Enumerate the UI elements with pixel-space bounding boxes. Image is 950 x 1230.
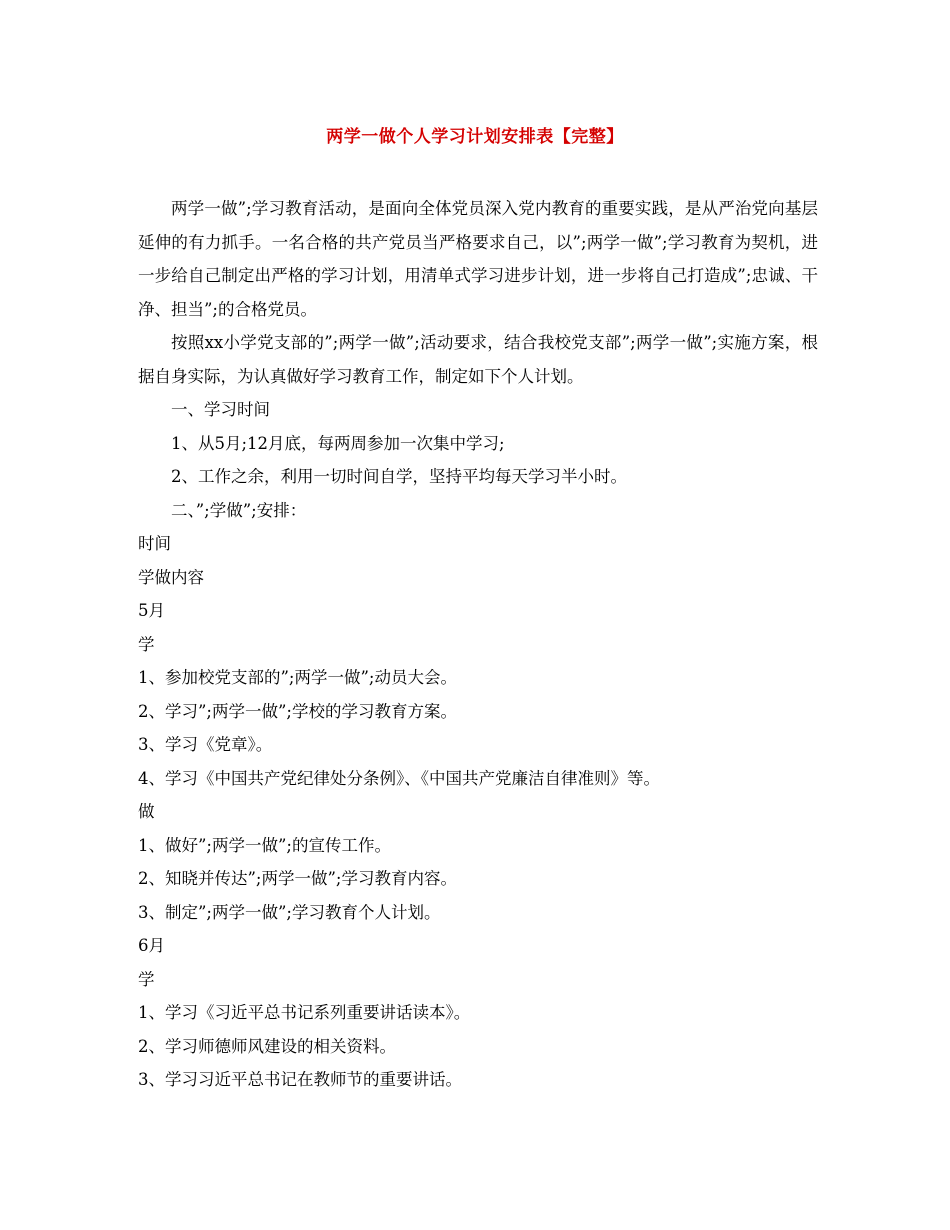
list-item: 1、做好”;两学一做”;的宣传工作。	[138, 835, 391, 855]
list-item: 2、知晓并传达”;两学一做”;学习教育内容。	[138, 869, 457, 888]
list-item: 1、参加校党支部的”;两学一做”;动员大会。	[138, 668, 457, 687]
section-heading-study-time: 一、学习时间	[171, 400, 270, 419]
document-body	[138, 192, 818, 1097]
category-label: 学	[138, 634, 155, 654]
basis-paragraph: 按照xx小学党支部的”;两学一做”;活动要求，结合我校党支部”;两学一做”;实施方案，根据自身实际，为认真做好学习教育工作，制定如下个人计划。	[138, 333, 818, 386]
month-label: 6月	[138, 936, 165, 955]
study-time-item: 2、工作之余，利用一切时间自学，坚持平均每天学习半小时。	[171, 467, 627, 486]
list-item: 3、制定”;两学一做”;学习教育个人计划。	[138, 902, 441, 922]
list-item: 2、学习”;两学一做”;学校的学习教育方案。	[138, 701, 457, 721]
list-item: 2、学习师德师风建设的相关资料。	[138, 1036, 396, 1056]
category-label: 做	[138, 802, 155, 821]
category-label: 学	[138, 969, 155, 989]
list-item: 3、学习习近平总书记在教师节的重要讲话。	[138, 1070, 462, 1089]
table-header-time: 时间	[138, 534, 171, 553]
section-heading-arrangement: 二、”;学做”;安排：	[171, 500, 307, 520]
intro-paragraph: 两学一做”;学习教育活动，是面向全体党员深入党内教育的重要实践，是从严治党向基层延伸的有力抓手。一名合格的共产党员当严格要求自己，以”;两学一做”;学习教育为契机，进一步给自己制定出严格的学习计划，用清单式学习进步计划，进一步将自己打造成”;忠诚、干净、担当”;的合格党员。	[138, 199, 818, 319]
list-item: 3、学习《党章》。	[138, 735, 273, 754]
list-item: 1、学习《习近平总书记系列重要讲话读本》。	[138, 1003, 471, 1022]
table-header-content: 学做内容	[138, 567, 204, 587]
document-title: 两学一做个人学习计划安排表【完整】	[326, 127, 624, 147]
month-label: 5月	[138, 601, 165, 620]
study-time-item: 1、从5月;12月底，每两周参加一次集中学习;	[171, 433, 505, 453]
list-item: 4、学习《中国共产党纪律处分条例》、《中国共产党廉洁自律准则》等。	[138, 768, 660, 788]
